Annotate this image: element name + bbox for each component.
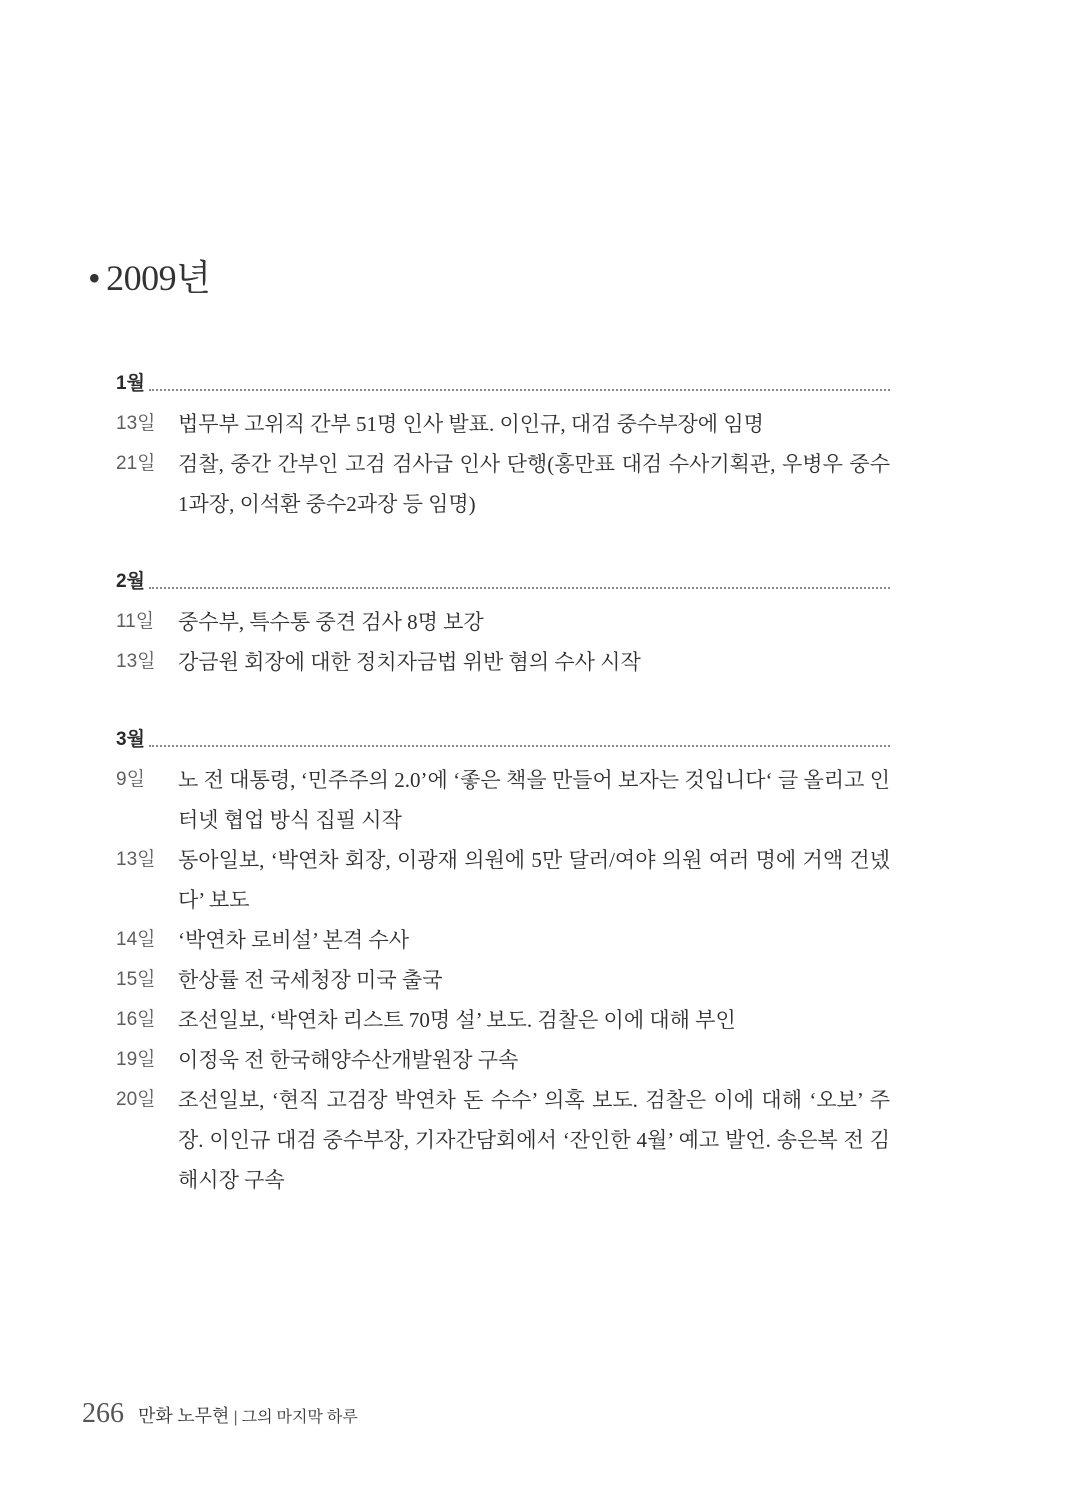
timeline xyxy=(116,368,890,1242)
dotted-rule xyxy=(149,587,890,589)
dotted-rule xyxy=(149,389,890,391)
month-header xyxy=(116,724,890,752)
month-section-march xyxy=(116,724,890,1200)
book-title: 만화 노무현 xyxy=(138,1406,230,1426)
dotted-rule xyxy=(149,745,890,747)
timeline-entry xyxy=(116,1080,890,1200)
entry-text: 법무부 고위직 간부 51명 인사 발표. 이인규, 대검 중수부장에 임명 xyxy=(178,412,764,436)
year-heading xyxy=(88,250,210,301)
timeline-entry xyxy=(116,1000,890,1040)
page-footer xyxy=(82,1398,358,1430)
entry-day: 11일 xyxy=(116,611,155,632)
timeline-entry xyxy=(116,760,890,840)
entry-day: 14일 xyxy=(116,929,156,950)
month-header xyxy=(116,566,890,594)
month-label: 2월 xyxy=(116,571,145,592)
entry-text: 동아일보, ‘박연차 회장, 이광재 의원에 5만 달러/여야 의원 여러 명에 거액 건넸다’ 보도 xyxy=(178,848,890,912)
heading-bullet: • xyxy=(88,258,101,298)
entry-text: 이정욱 전 한국해양수산개발원장 구속 xyxy=(178,1048,519,1072)
timeline-entry xyxy=(116,840,890,920)
page-number: 266 xyxy=(82,1398,124,1429)
entry-text: 강금원 회장에 대한 정치자금법 위반 혐의 수사 시작 xyxy=(178,650,641,674)
month-section-february xyxy=(116,566,890,682)
timeline-entry xyxy=(116,444,890,524)
entry-day: 9일 xyxy=(116,769,145,790)
entry-text: 검찰, 중간 간부인 고검 검사급 인사 단행(홍만표 대검 수사기획관, 우병우 중수 1과장, 이석환 중수2과장 등 임명) xyxy=(178,452,890,516)
entry-text: ‘박연차 로비설’ 본격 수사 xyxy=(178,928,410,952)
title-separator: | xyxy=(233,1409,238,1426)
month-label: 1월 xyxy=(116,373,145,394)
entry-text: 조선일보, ‘현직 고검장 박연차 돈 수수’ 의혹 보도. 검찰은 이에 대해 ‘오보’ 주장. 이인규 대검 중수부장, 기자간담회에서 ‘잔인한 4월’ 예고 발언. 송은복 전 김해시장 구속 xyxy=(178,1088,890,1192)
timeline-entry xyxy=(116,960,890,1000)
entry-day: 13일 xyxy=(116,849,156,870)
year-label: 2009년 xyxy=(106,258,211,298)
entry-day: 20일 xyxy=(116,1089,156,1110)
entry-day: 15일 xyxy=(116,969,156,990)
entry-day: 16일 xyxy=(116,1009,156,1030)
timeline-entry xyxy=(116,920,890,960)
month-section-january xyxy=(116,368,890,524)
entry-day: 13일 xyxy=(116,413,156,434)
entry-day: 19일 xyxy=(116,1049,156,1070)
timeline-entry xyxy=(116,1040,890,1080)
timeline-entry xyxy=(116,602,890,642)
entry-text: 중수부, 특수통 중견 검사 8명 보강 xyxy=(178,610,484,634)
entry-text: 한상률 전 국세청장 미국 출국 xyxy=(178,968,443,992)
timeline-entry xyxy=(116,642,890,682)
timeline-entry xyxy=(116,404,890,444)
entry-day: 13일 xyxy=(116,651,156,672)
entry-text: 노 전 대통령, ‘민주주의 2.0’에 ‘좋은 책을 만들어 보자는 것입니다‘ 글 올리고 인터넷 협업 방식 집필 시작 xyxy=(178,768,890,832)
entry-day: 21일 xyxy=(116,453,156,474)
month-header xyxy=(116,368,890,396)
entry-text: 조선일보, ‘박연차 리스트 70명 설’ 보도. 검찰은 이에 대해 부인 xyxy=(178,1008,736,1032)
book-subtitle: 그의 마지막 하루 xyxy=(241,1409,358,1426)
month-label: 3월 xyxy=(116,729,145,750)
